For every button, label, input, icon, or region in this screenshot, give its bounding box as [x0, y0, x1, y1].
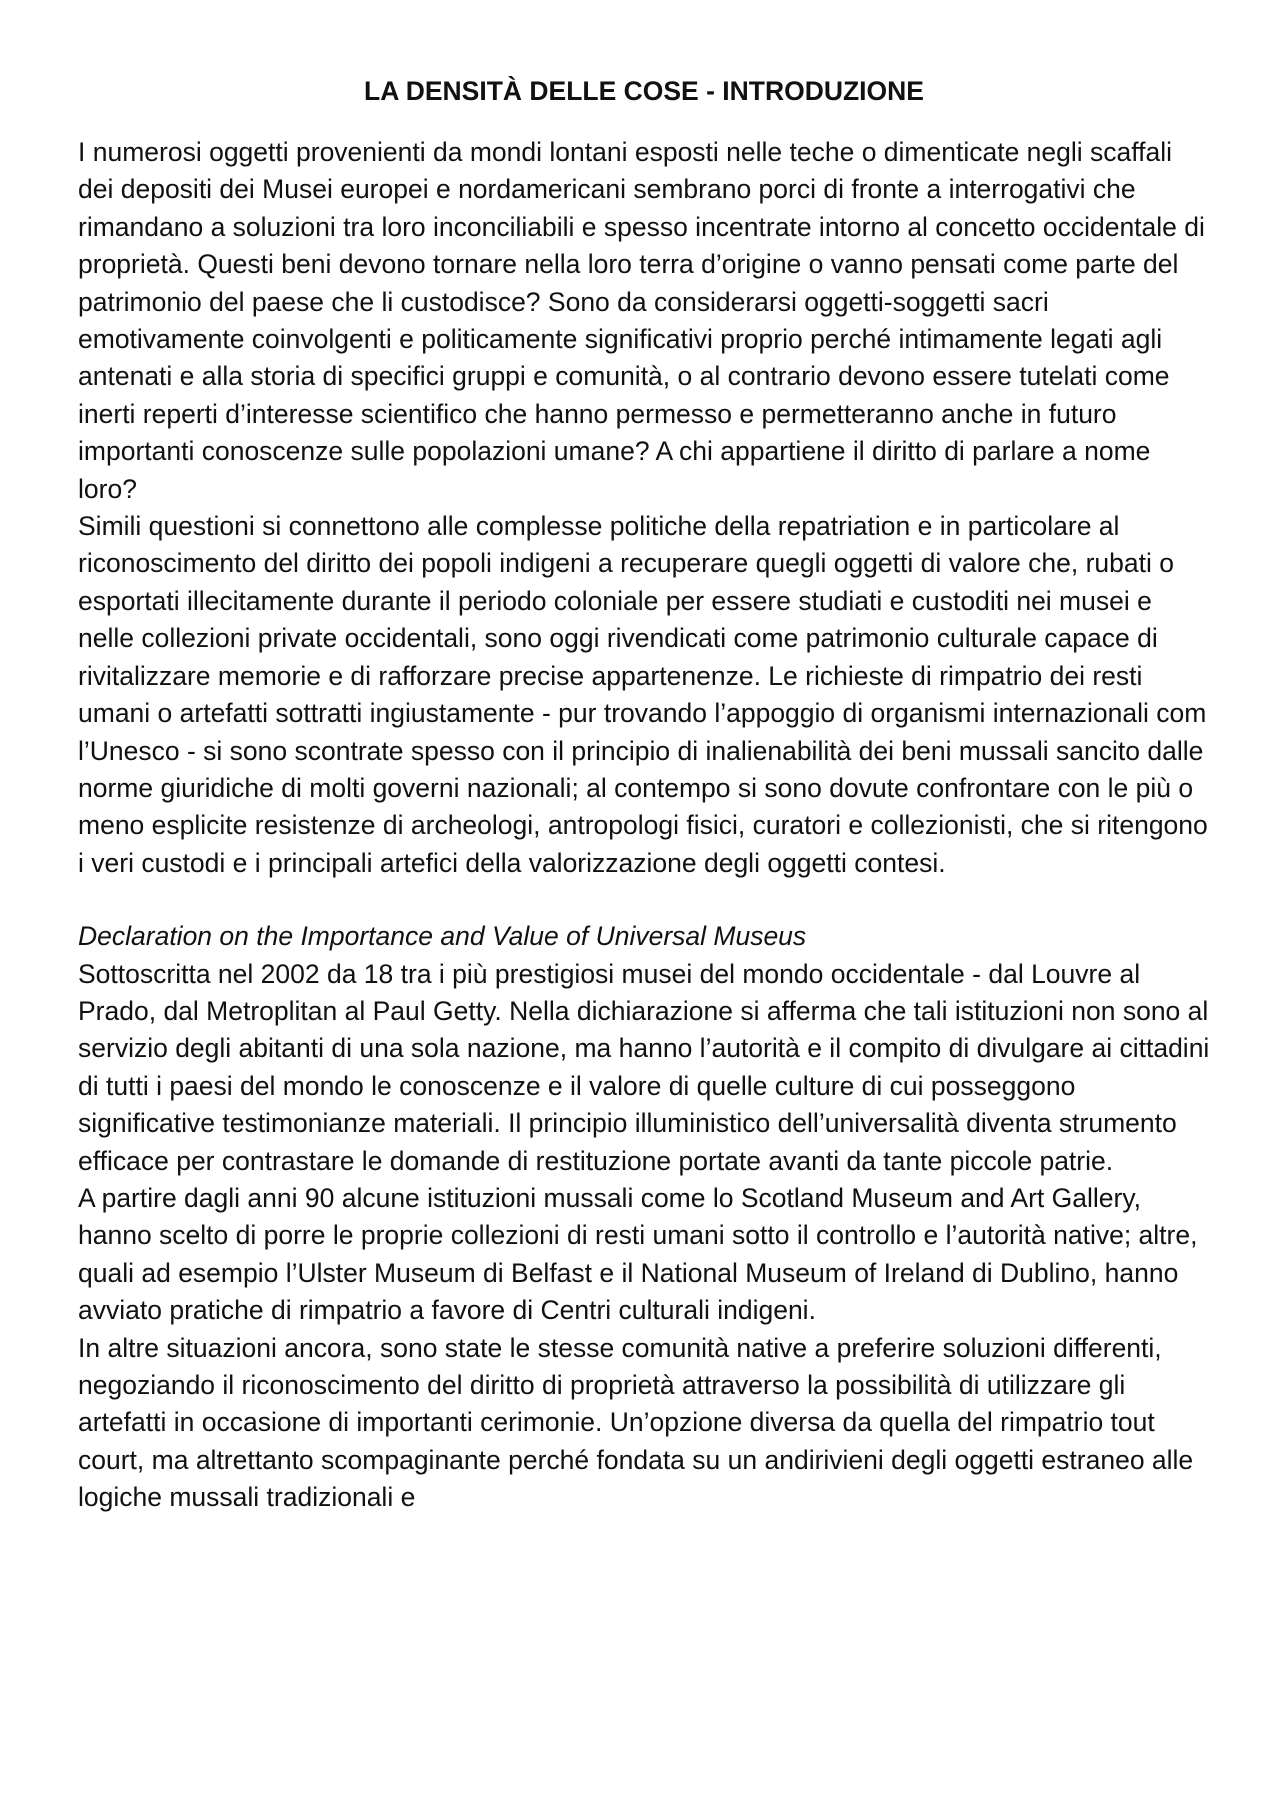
section-heading: Declaration on the Importance and Value of Universal Museus — [78, 921, 807, 952]
paragraph-museum-initiatives: A partire dagli anni 90 alcune istituzioni mussali come lo Scotland Museum and Art Gallery, hanno scelto di porre le proprie collezioni di resti umani sotto il controllo e l’autorità native; altre, quali ad esempio l’Ulster Museum di Belfast e il National Museum of Ireland di Dublino, hanno avviato pratiche di rimpatrio a favore di Centri culturali indigeni. — [78, 1182, 1198, 1326]
paragraph-intro-questions: I numerosi oggetti provenienti da mondi lontani esposti nelle teche o dimenticate negli scaffali dei depositi dei Musei europei e nordamericani sembrano porci di fronte a interrogativi che rimandano a soluzioni tra loro inconciliabili e spesso incentrate intorno al concetto occidentale di proprietà. Questi beni devono tornare nella loro terra d’origine o vanno pensati come parte del patrimonio del paese che li custodisce? Sono da considerarsi oggetti-soggetti sacri emotivamente coinvolgenti e politicamente significativi proprio perché intimamente legati agli antenati e alla storia di specifici gruppi e comunità, o al contrario devono essere tutelati come inerti reperti d’interesse scientifico che hanno permesso e permetteranno anche in futuro importanti conoscenze sulle popolazioni umane? A chi appartiene il diritto di parlare a nome loro? — [78, 137, 1205, 504]
paragraph-repatriation-politics: Simili questioni si connettono alle complesse politiche della repatriation e in particolare al riconoscimento del diritto dei popoli indigeni a recuperare quegli oggetti di valore che, rubati o esportati illecitamente durante il periodo coloniale per essere studiati e custoditi nei musei e nelle collezioni private occidentali, sono oggi rivendicati come patrimonio culturale capace di rivitalizzare memorie e di rafforzare precise appartenenze. Le richieste di rimpatrio dei resti umani o artefatti sottratti ingiustamente - pur trovando l’appoggio di organismi internazionali com l’Unesco - si sono scontrate spesso con il principio di inalienabilità dei beni mussali sancito dalle norme giuridiche di molti governi nazionali; al contempo si sono dovute confrontare con le più o meno esplicite resistenze di archeologi, antropologi fisici, curatori e collezionisti, che si ritengono i veri custodi e i principali artefici della valorizzazione degli oggetti contesi. — [78, 511, 1208, 878]
paragraph-declaration: Sottoscritta nel 2002 da 18 tra i più prestigiosi musei del mondo occidentale - dal Louvre al Prado, dal Metroplitan al Paul Getty. Nella dichiarazione si afferma che tali istituzioni non sono al servizio degli abitanti di una sola nazione, ma hanno l’autorità e il compito di divulgare ai cittadini di tutti i paesi del mondo le conoscenze e il valore di quelle culture di cui posseggono significative testimonianze materiali. Il principio illuministico dell’universalità diventa strumento efficace per contrastare le domande di restituzione portate avanti da tante piccole patrie. — [78, 958, 1210, 1176]
section-spacer — [78, 882, 1210, 918]
document-title: LA DENSITÀ DELLE COSE - INTRODUZIONE — [364, 76, 924, 106]
paragraph-native-communities: In altre situazioni ancora, sono state le stesse comunità native a preferire soluzioni differenti, negoziando il riconoscimento del diritto di proprietà attraverso la possibilità di utilizzare gli artefatti in occasione di importanti cerimonie. Un’opzione diversa da quella del rimpatrio tout court, ma altrettanto scompaginante perché fondata su un andirivieni degli oggetti estraneo alle logiche mussali tradizionali e — [78, 1332, 1194, 1513]
